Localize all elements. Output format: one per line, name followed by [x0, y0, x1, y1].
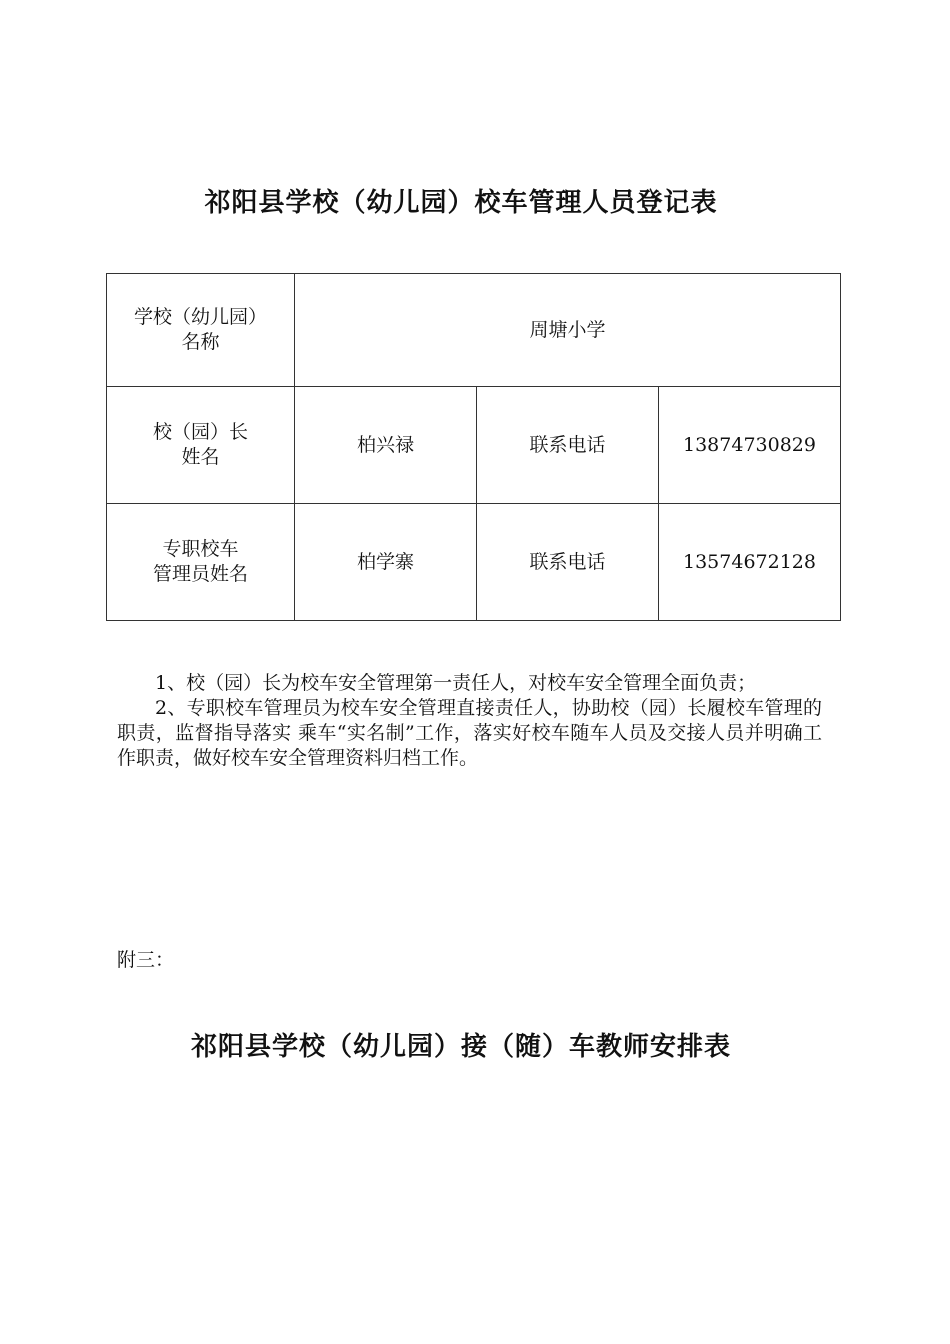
manager-label-line2: 管理员姓名: [152, 563, 248, 585]
principal-phone-label: 联系电话: [477, 387, 659, 504]
manager-phone-label: 联系电话: [477, 504, 659, 621]
page-title: 祁阳县学校（幼儿园）校车管理人员登记表: [204, 188, 718, 218]
principal-label-line1: 校（园）长: [152, 421, 248, 443]
school-name-label-line2: 名称: [181, 331, 220, 353]
principal-label: [107, 387, 295, 504]
notes-section: [117, 671, 822, 771]
note-item: 1、校（园）长为校车安全管理第一责任人，对校车安全管理全面负责；: [155, 672, 757, 694]
table-row-school: [107, 274, 841, 387]
school-name-label: [107, 274, 295, 387]
manager-label: [107, 504, 295, 621]
annex-label: 附三：: [117, 949, 175, 971]
table-row-principal: [107, 387, 841, 504]
note-item: 2、专职校车管理员为校车安全管理直接责任人，协助校（园）长履校车管理的职责，监督指导落实 乘车“实名制”工作，落实好校车随车人员及交接人员并明确工作职责，做好校车安全管理资料归档工作。: [117, 697, 822, 769]
manager-phone: 13574672128: [659, 504, 841, 621]
school-name-label-line1: 学校（幼儿园）: [133, 306, 267, 328]
principal-phone: 13874730829: [659, 387, 841, 504]
principal-name: 柏兴禄: [295, 387, 477, 504]
manager-label-line1: 专职校车: [162, 538, 239, 560]
second-table-title: 祁阳县学校（幼儿园）接（随）车教师安排表: [190, 1032, 731, 1062]
principal-label-line2: 姓名: [181, 446, 220, 468]
table-row-manager: [107, 504, 841, 621]
registration-table: [106, 273, 841, 621]
manager-name: 柏学寨: [295, 504, 477, 621]
school-name-value: 周塘小学: [295, 274, 841, 387]
